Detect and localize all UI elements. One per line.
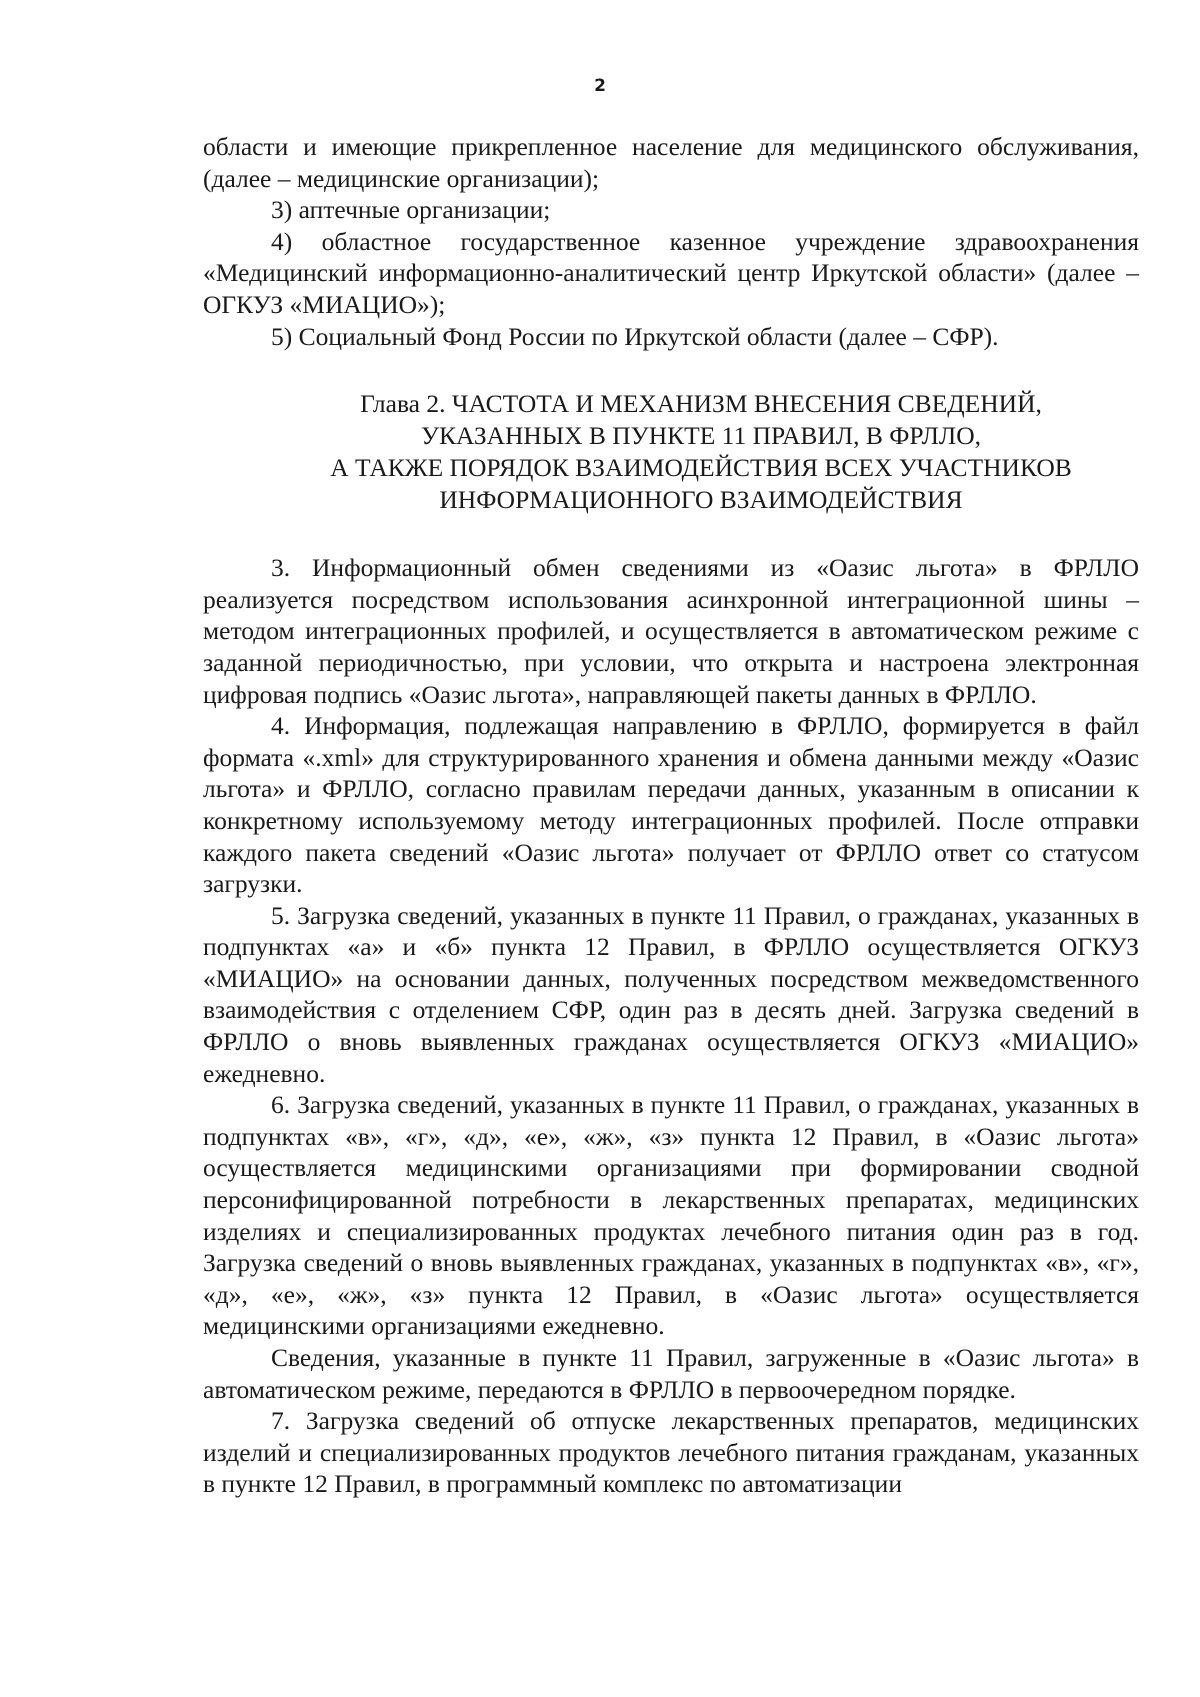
chapter-heading-line: Глава 2. ЧАСТОТА И МЕХАНИЗМ ВНЕСЕНИЯ СВЕДЕНИЙ, bbox=[360, 389, 1042, 419]
paragraph-continuation: области и имеющие прикрепленное население для медицинского обслуживания, (далее – медицинские организации); bbox=[203, 132, 1139, 193]
chapter-heading bbox=[203, 388, 1139, 516]
chapter-heading-line: ИНФОРМАЦИОННОГО ВЗАИМОДЕЙСТВИЯ bbox=[439, 485, 963, 515]
paragraph-4: 4. Информация, подлежащая направлению в ФРЛЛО, формируется в файл формата «.xml» для структурированного хранения и обмена данными между «Оазис льгота» и ФРЛЛО, согласно правилам передачи данных, указанным в описании к конкретному используемому методу интеграционных профилей. После отправки каждого пакета сведений «Оазис льгота» получает от ФРЛЛО ответ со статусом загрузки. bbox=[203, 711, 1139, 899]
page-number: 2 bbox=[594, 76, 606, 96]
list-item-4: 4) областное государственное казенное учреждение здравоохранения «Медицинский информационно-аналитический центр Иркутской области» (далее – ОГКУЗ «МИАЦИО»); bbox=[203, 226, 1139, 319]
chapter-heading-line: УКАЗАННЫХ В ПУНКТЕ 11 ПРАВИЛ, В ФРЛЛО, bbox=[420, 421, 982, 451]
list-item-5: 5) Социальный Фонд России по Иркутской области (далее – СФР). bbox=[271, 321, 999, 351]
paragraph-6: 6. Загрузка сведений, указанных в пункте 11 Правил, о гражданах, указанных в подпунктах «в», «г», «д», «е», «ж», «з» пункта 12 Правил, в «Оазис льгота» осуществляется медицинскими организациями при формировании сводной персонифицированной потребности в лекарственных препаратах, медицинских изделиях и специализированных продуктах лечебного питания один раз в год. Загрузка сведений о вновь выявленных гражданах, указанных в подпунктах «в», «г», «д», «е», «ж», «з» пункта 12 Правил, в «Оазис льгота» осуществляется медицинскими организациями ежедневно. bbox=[203, 1090, 1139, 1341]
paragraph-6-note: Сведения, указанные в пункте 11 Правил, загруженные в «Оазис льгота» в автоматическом режиме, передаются в ФРЛЛО в первоочередном порядке. bbox=[203, 1343, 1139, 1404]
paragraph-7: 7. Загрузка сведений об отпуске лекарственных препаратов, медицинских изделий и специализированных продуктов лечебного питания гражданам, указанных в пункте 12 Правил, в программный комплекс по автоматизации bbox=[203, 1406, 1139, 1499]
list-item-3: 3) аптечные организации; bbox=[271, 195, 551, 225]
paragraph-5: 5. Загрузка сведений, указанных в пункте 11 Правил, о гражданах, указанных в подпунктах «а» и «б» пункта 12 Правил, в ФРЛЛО осуществляется ОГКУЗ «МИАЦИО» на основании данных, полученных посредством межведомственного взаимодействия с отделением СФР, один раз в десять дней. Загрузка сведений в ФРЛЛО о вновь выявленных гражданах осуществляется ОГКУЗ «МИАЦИО» ежедневно. bbox=[203, 900, 1139, 1088]
document-body bbox=[203, 131, 1139, 1500]
chapter-heading-line: А ТАКЖЕ ПОРЯДОК ВЗАИМОДЕЙСТВИЯ ВСЕХ УЧАСТНИКОВ bbox=[330, 453, 1072, 483]
paragraph-3: 3. Информационный обмен сведениями из «Оазис льгота» в ФРЛЛО реализуется посредством использования асинхронной интеграционной шины – методом интеграционных профилей, и осуществляется в автоматическом режиме с заданной периодичностью, при условии, что открыта и настроена электронная цифровая подпись «Оазис льгота», направляющей пакеты данных в ФРЛЛО. bbox=[203, 553, 1139, 709]
